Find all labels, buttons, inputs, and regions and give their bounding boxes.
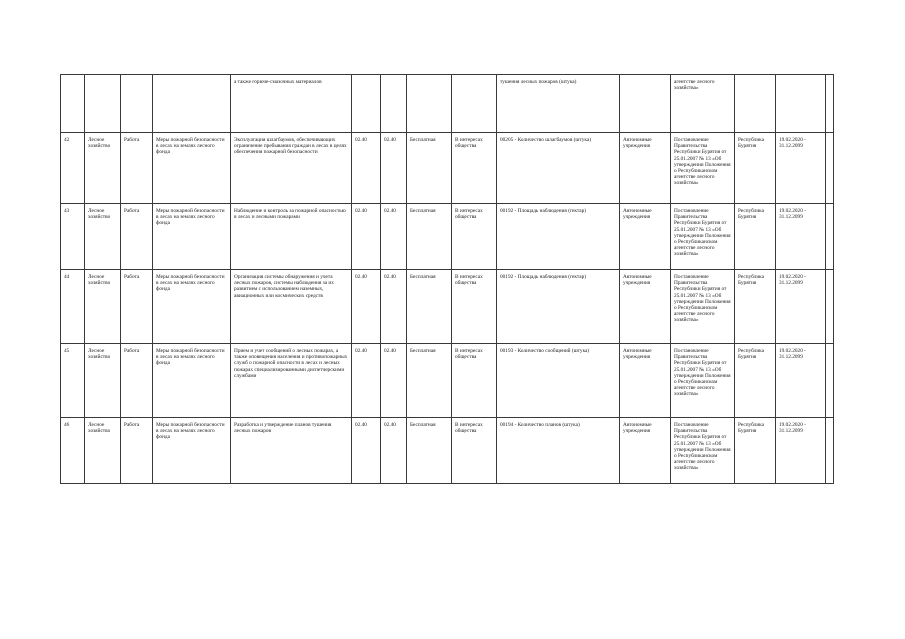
table-row [61,75,834,133]
cell-empty [826,133,834,204]
cell-institution: Автономные учреждения [620,344,671,418]
cell-period: 19.02.2020 - 31.12.2099 [776,418,826,484]
cell-code-okved: 02.40 [352,204,381,270]
cell-sphere: Лесное хозяйство [85,133,121,204]
cell-interest [452,75,497,133]
table-row [61,270,834,344]
cell-name: Меры пожарной безопасности в лесах на землях лесного фонда [153,270,231,344]
cell-payment: Бесплатная [407,270,452,344]
cell-sphere: Лесное хозяйство [85,344,121,418]
cell-code-okved [352,75,381,133]
table-row [61,344,834,418]
cell-code-okved: 02.40 [352,344,381,418]
cell-region: Республика Бурятия [735,344,776,418]
cell-region: Республика Бурятия [735,270,776,344]
cell-number: 45 [61,344,85,418]
cell-number: 42 [61,133,85,204]
cell-payment: Бесплатная [407,133,452,204]
cell-period [776,75,826,133]
cell-code-okpd: 02.40 [381,133,407,204]
cell-name [153,75,231,133]
cell-type: Работа [121,344,153,418]
cell-sphere: Лесное хозяйство [85,270,121,344]
cell-sphere: Лесное хозяйство [85,204,121,270]
cell-region: Республика Бурятия [735,133,776,204]
cell-payment: Бесплатная [407,204,452,270]
cell-legal-act: Постановление Правительства Республики Бурятия от 25.01.2007 № 13 «Об утверждении Положения о Республиканском агентстве лесного хозяйства» [671,133,735,204]
cell-payment: Бесплатная [407,418,452,484]
cell-type: Работа [121,270,153,344]
cell-type: Работа [121,204,153,270]
cell-indicator: 00192 - Площадь наблюдения (гектар) [497,204,620,270]
cell-type [121,75,153,133]
table-row [61,418,834,484]
cell-name: Меры пожарной безопасности в лесах на землях лесного фонда [153,344,231,418]
cell-code-okved: 02.40 [352,418,381,484]
cell-indicator: 00205 - Количество шлагбаумов (штука) [497,133,620,204]
cell-empty [826,418,834,484]
cell-code-okpd: 02.40 [381,204,407,270]
cell-interest: В интересах общества [452,418,497,484]
cell-name: Меры пожарной безопасности в лесах на землях лесного фонда [153,133,231,204]
cell-interest: В интересах общества [452,204,497,270]
cell-number: 46 [61,418,85,484]
cell-institution [620,75,671,133]
cell-legal-act: агентстве лесного хозяйства» [671,75,735,133]
cell-empty [826,344,834,418]
cell-code-okpd: 02.40 [381,344,407,418]
cell-name: Меры пожарной безопасности в лесах на землях лесного фонда [153,204,231,270]
cell-content: а также горюче-смазочных материалов [231,75,352,133]
cell-period: 19.02.2020 - 31.12.2099 [776,133,826,204]
cell-empty [826,270,834,344]
cell-interest: В интересах общества [452,133,497,204]
cell-legal-act: Постановление Правительства Республики Бурятия от 25.01.2007 № 13 «Об утверждении Положения о Республиканском агентстве лесного хозяйства» [671,204,735,270]
cell-indicator: 00194 - Количество планов (штука) [497,418,620,484]
table-row [61,133,834,204]
services-registry-table [60,74,834,484]
cell-type: Работа [121,418,153,484]
cell-number: 43 [61,204,85,270]
cell-interest: В интересах общества [452,344,497,418]
cell-payment [407,75,452,133]
cell-region: Республика Бурятия [735,418,776,484]
cell-sphere: Лесное хозяйство [85,418,121,484]
cell-region: Республика Бурятия [735,204,776,270]
cell-institution: Автономные учреждения [620,204,671,270]
cell-empty [826,204,834,270]
cell-content: Прием и учет сообщений о лесных пожарах, а также оповещения населения и противопожарных служб о пожарной опасности в лесах и лесных пожарах специализированными диспетчерскими службами [231,344,352,418]
cell-number [61,75,85,133]
cell-institution: Автономные учреждения [620,418,671,484]
cell-period: 19.02.2020 - 31.12.2099 [776,204,826,270]
cell-period: 19.02.2020 - 31.12.2099 [776,344,826,418]
cell-number: 44 [61,270,85,344]
cell-empty [826,75,834,133]
cell-code-okved: 02.40 [352,270,381,344]
cell-institution: Автономные учреждения [620,270,671,344]
cell-content: Наблюдение и контроль за пожарной опасностью в лесах и лесными пожарами [231,204,352,270]
cell-sphere [85,75,121,133]
cell-institution: Автономные учреждения [620,133,671,204]
cell-region [735,75,776,133]
table-row [61,204,834,270]
cell-legal-act: Постановление Правительства Республики Бурятия от 25.01.2007 № 13 «Об утверждении Положения о Республиканском агентстве лесного хозяйства» [671,270,735,344]
cell-period: 19.02.2020 - 31.12.2099 [776,270,826,344]
cell-code-okved: 02.40 [352,133,381,204]
cell-indicator: тушения лесных пожаров (штука) [497,75,620,133]
cell-code-okpd [381,75,407,133]
cell-content: Организация системы обнаружения и учета лесных пожаров, системы наблюдения за их развитием с использованием наземных, авиационных или космических средств [231,270,352,344]
cell-legal-act: Постановление Правительства Республики Бурятия от 25.01.2007 № 13 «Об утверждении Положения о Республиканском агентстве лесного хозяйства» [671,418,735,484]
cell-type: Работа [121,133,153,204]
cell-legal-act: Постановление Правительства Республики Бурятия от 25.01.2007 № 13 «Об утверждении Положения о Республиканском агентстве лесного хозяйства» [671,344,735,418]
cell-indicator: 00192 - Площадь наблюдения (гектар) [497,270,620,344]
cell-interest: В интересах общества [452,270,497,344]
cell-name: Меры пожарной безопасности в лесах на землях лесного фонда [153,418,231,484]
cell-indicator: 00193 - Количество сообщений (штука) [497,344,620,418]
cell-content: Эксплуатация шлагбаумов, обеспечивающих ограничение пребывания граждан в лесах в целях обеспечения пожарной безопасности [231,133,352,204]
cell-content: Разработка и утверждение планов тушения лесных пожаров [231,418,352,484]
cell-code-okpd: 02.40 [381,270,407,344]
cell-code-okpd: 02.40 [381,418,407,484]
cell-payment: Бесплатная [407,344,452,418]
